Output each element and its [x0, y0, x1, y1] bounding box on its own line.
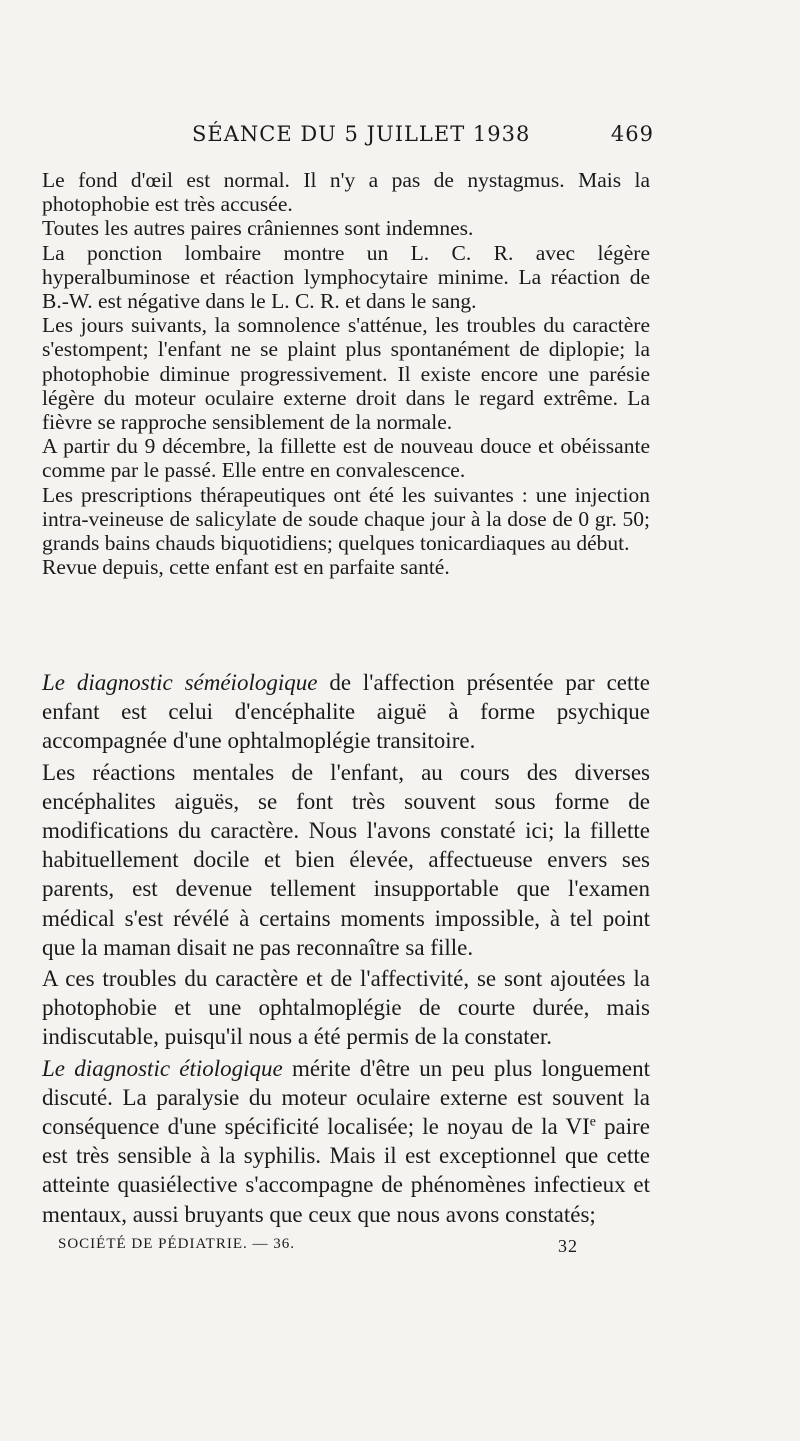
paragraph-text: mérite d'être un peu plus longuement discuté. La paralysie du moteur oculaire externe est souvent la conséquence d'une spécificité localisée; le noyau de la VI — [42, 1055, 650, 1140]
italic-heading: Le diagnostic séméiologique — [42, 670, 318, 695]
superscript: e — [589, 1113, 596, 1129]
italic-heading: Le diagnostic étiologique — [42, 1055, 283, 1081]
paragraph: A ces troubles du caractère et de l'affectivité, se sont ajoutées la photophobie et une ophtalmoplégie de courte durée, mais indiscutable, puisqu'il nous a été permis de la constater. — [42, 966, 650, 1050]
discussion-text — [42, 668, 650, 1229]
paragraph: Le fond d'œil est normal. Il n'y a pas de nystagmus. Mais la photophobie est très accusée. — [42, 168, 650, 217]
paragraph: Les jours suivants, la somnolence s'atténue, les troubles du caractère s'estompent; l'enfant ne se plaint plus spontanément de diplopie; la photophobie diminue progressivement. Il existe encore une parésie légère du moteur oculaire externe droit dans le regard extrême. La fièvre se rapproche sensiblement de la normale. — [42, 313, 650, 435]
paragraph-text: paire est très sensible à la syphilis. Mais il est exceptionnel que cette atteinte quasiélective s'accompagne de phénomènes infectieux et mentaux, aussi bruyants que ceux que nous avons constatés; — [42, 1114, 650, 1227]
header-title: SÉANCE DU 5 JUILLET 1938 — [192, 122, 531, 146]
paragraph: Les prescriptions thérapeutiques ont été les suivantes : une injection intra-veineuse de salicylate de soude chaque jour à la dose de 0 gr. 50; grands bains chauds biquotidiens; quelques tonicardiaques au début. — [42, 482, 650, 556]
page-number: 469 — [610, 122, 654, 146]
case-report-text — [42, 168, 650, 579]
paragraph: A partir du 9 décembre, la fillette est de nouveau douce et obéissante comme par le passé. Elle entre en convalescence. — [42, 434, 650, 483]
paragraph: La ponction lombaire montre un L. C. R. avec légère hyperalbuminose et réaction lymphocytaire minime. La réaction de B.-W. est négative dans le L. C. R. et dans le sang. — [42, 240, 650, 314]
sheet-number: 32 — [558, 1236, 578, 1256]
paragraph: Toutes les autres paires crâniennes sont indemnes. — [42, 216, 474, 241]
footer-signature: SOCIÉTÉ DE PÉDIATRIE. — 36. — [58, 1236, 295, 1252]
paragraph-etiological-diagnosis — [42, 1054, 650, 1229]
paragraph-semiological-diagnosis — [42, 668, 650, 756]
paragraph: Revue depuis, cette enfant est en parfaite santé. — [42, 555, 450, 580]
paragraph: Les réactions mentales de l'enfant, au cours des diverses encéphalites aiguës, se font très souvent sous forme de modifications du caractère. Nous l'avons constaté ici; la fillette habituellement docile et bien élevée, affectueuse envers ses parents, est devenue tellement insupportable que l'examen médical s'est révélé à certains moments impossible, à tel point que la maman disait ne pas reconnaître sa fille. — [42, 759, 650, 960]
paragraph-text: de l'affection présentée par cette enfant est celui d'encéphalite aiguë à forme psychique accompagnée d'une ophtalmoplégie transitoire. — [42, 670, 650, 754]
